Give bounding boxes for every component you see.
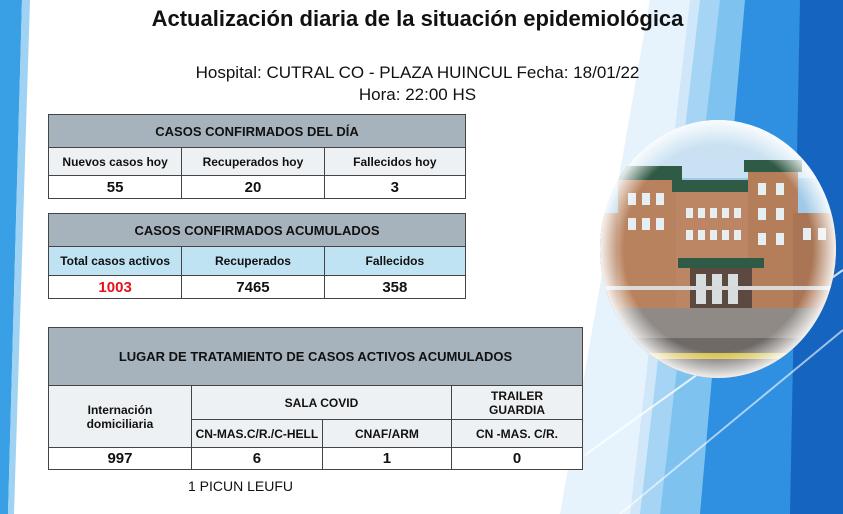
cnaf-arm-value: 1: [322, 448, 451, 470]
home-care-label: Internación domiciliaria: [49, 386, 192, 448]
daily-cases-table: [48, 114, 466, 199]
cumulative-col-deaths: Fallecidos: [324, 247, 465, 276]
hospital-date-line: Hospital: CUTRAL CO - PLAZA HUINCUL Fecha: 18/01/22: [195, 63, 640, 82]
cumulative-cases-table: [48, 213, 466, 299]
daily-new-value: 55: [49, 176, 182, 199]
daily-col-new: Nuevos casos hoy: [49, 148, 182, 176]
treatment-header: LUGAR DE TRATAMIENTO DE CASOS ACTIVOS ACUMULADOS: [49, 328, 583, 386]
footnote: 1 PICUN LEUFU: [188, 478, 294, 494]
trailer-guardia-label: TRAILER GUARDIA: [452, 386, 583, 420]
daily-col-deaths: Fallecidos hoy: [324, 148, 465, 176]
page-subtitle: [150, 62, 685, 106]
home-care-value: 997: [49, 448, 192, 470]
daily-recovered-value: 20: [182, 176, 324, 199]
daily-header: CASOS CONFIRMADOS DEL DÍA: [49, 115, 466, 148]
col-cn-mas-chell: CN-MAS.C/R./C-HELL: [191, 420, 322, 448]
daily-deaths-value: 3: [324, 176, 465, 199]
daily-col-recovered: Recuperados hoy: [182, 148, 324, 176]
cumulative-active-value: 1003: [49, 276, 182, 299]
cn-mas-cr-value: 0: [452, 448, 583, 470]
hospital-photo: [598, 118, 838, 380]
cumulative-col-active: Total casos activos: [49, 247, 182, 276]
time-line: Hora: 22:00 HS: [358, 85, 477, 104]
page-title: Actualización diaria de la situación epidemiológica: [151, 6, 684, 31]
cumulative-deaths-value: 358: [324, 276, 465, 299]
sala-covid-label: SALA COVID: [191, 386, 451, 420]
cumulative-header: CASOS CONFIRMADOS ACUMULADOS: [49, 214, 466, 247]
cumulative-col-recovered: Recuperados: [182, 247, 324, 276]
cumulative-recovered-value: 7465: [182, 276, 324, 299]
col-cnaf-arm: CNAF/ARM: [322, 420, 451, 448]
cn-mas-chell-value: 6: [191, 448, 322, 470]
treatment-location-table: [48, 327, 583, 470]
col-cn-mas-cr: CN -MAS. C/R.: [452, 420, 583, 448]
